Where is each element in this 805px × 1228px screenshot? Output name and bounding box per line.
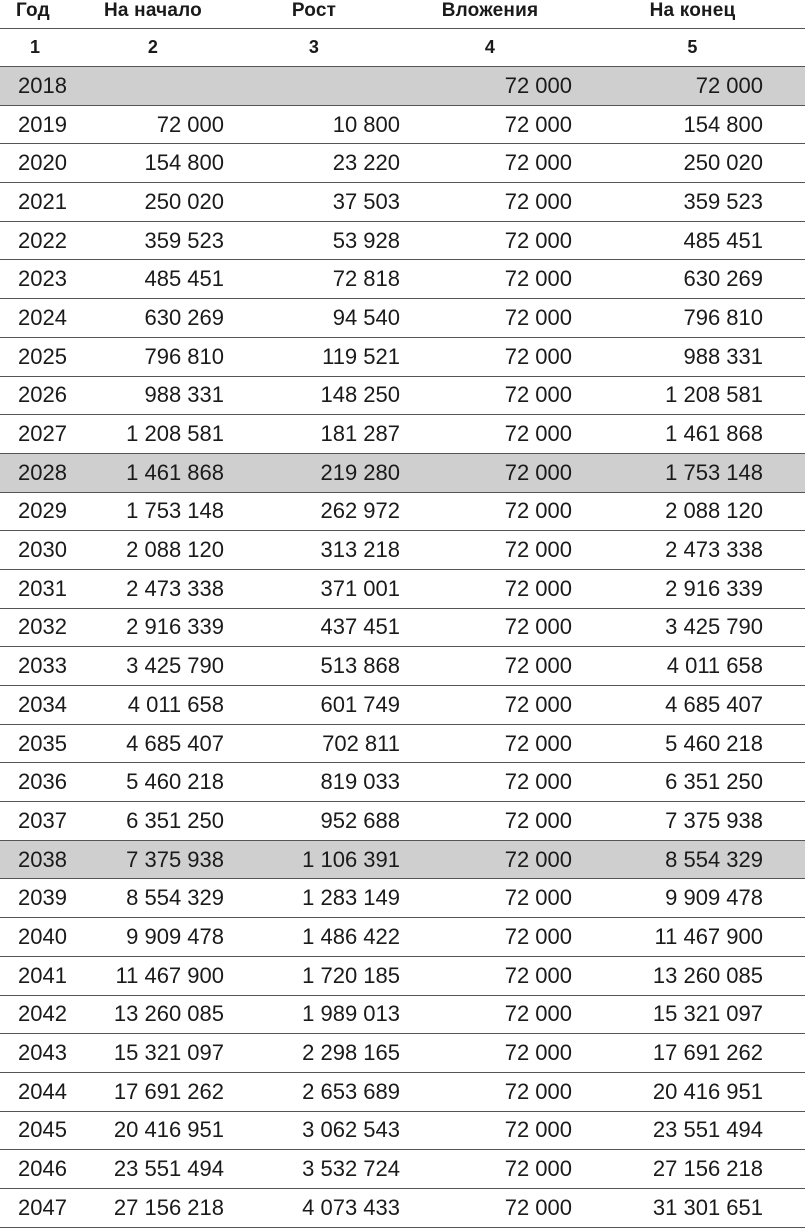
start-balance-cell: 72 000 [78, 105, 228, 144]
end-balance-cell: 15 321 097 [580, 995, 805, 1034]
year-cell: 2045 [0, 1111, 78, 1150]
end-balance-cell: 154 800 [580, 105, 805, 144]
year-cell: 2041 [0, 956, 78, 995]
start-balance-cell: 13 260 085 [78, 995, 228, 1034]
end-balance-cell: 9 909 478 [580, 879, 805, 918]
growth-cell: 3 532 724 [228, 1150, 400, 1189]
start-balance-cell: 11 467 900 [78, 956, 228, 995]
investment-cell: 72 000 [400, 879, 580, 918]
year-cell: 2047 [0, 1188, 78, 1227]
end-balance-cell: 17 691 262 [580, 1034, 805, 1073]
start-balance-cell: 154 800 [78, 144, 228, 183]
start-balance-cell: 17 691 262 [78, 1072, 228, 1111]
year-cell: 2038 [0, 840, 78, 879]
column-number-1: 1 [0, 29, 78, 67]
end-balance-cell: 1 753 148 [580, 453, 805, 492]
year-cell: 2021 [0, 183, 78, 222]
end-balance-cell: 13 260 085 [580, 956, 805, 995]
year-cell: 2034 [0, 686, 78, 725]
start-balance-cell: 3 425 790 [78, 647, 228, 686]
start-balance-cell: 485 451 [78, 260, 228, 299]
investment-cell: 72 000 [400, 67, 580, 106]
end-balance-cell: 988 331 [580, 337, 805, 376]
column-number-3: 3 [228, 29, 400, 67]
table-row [0, 956, 805, 995]
start-balance-cell: 630 269 [78, 299, 228, 338]
growth-cell: 23 220 [228, 144, 400, 183]
table-row [0, 531, 805, 570]
end-balance-cell: 630 269 [580, 260, 805, 299]
end-balance-cell: 20 416 951 [580, 1072, 805, 1111]
growth-cell: 37 503 [228, 183, 400, 222]
end-balance-cell: 72 000 [580, 67, 805, 106]
investment-cell: 72 000 [400, 608, 580, 647]
start-balance-cell: 5 460 218 [78, 763, 228, 802]
end-balance-cell: 1 461 868 [580, 415, 805, 454]
table-row [0, 995, 805, 1034]
growth-cell: 148 250 [228, 376, 400, 415]
start-balance-cell: 796 810 [78, 337, 228, 376]
growth-cell: 10 800 [228, 105, 400, 144]
table-row [0, 105, 805, 144]
investment-cell: 72 000 [400, 221, 580, 260]
end-balance-cell: 31 301 651 [580, 1188, 805, 1227]
investment-cell: 72 000 [400, 724, 580, 763]
start-balance-cell: 8 554 329 [78, 879, 228, 918]
year-cell: 2039 [0, 879, 78, 918]
start-balance-cell: 4 011 658 [78, 686, 228, 725]
start-balance-cell: 2 088 120 [78, 531, 228, 570]
growth-cell: 952 688 [228, 802, 400, 841]
table-row [0, 492, 805, 531]
year-cell: 2040 [0, 918, 78, 957]
investment-cell: 72 000 [400, 686, 580, 725]
end-balance-cell: 3 425 790 [580, 608, 805, 647]
column-number-5: 5 [580, 29, 805, 67]
growth-cell: 219 280 [228, 453, 400, 492]
year-cell: 2024 [0, 299, 78, 338]
growth-cell: 181 287 [228, 415, 400, 454]
investment-cell: 72 000 [400, 531, 580, 570]
growth-cell: 3 062 543 [228, 1111, 400, 1150]
investment-cell: 72 000 [400, 492, 580, 531]
table-row [0, 221, 805, 260]
growth-cell: 1 486 422 [228, 918, 400, 957]
start-balance-cell: 250 020 [78, 183, 228, 222]
end-balance-cell: 6 351 250 [580, 763, 805, 802]
year-cell: 2042 [0, 995, 78, 1034]
start-balance-cell: 7 375 938 [78, 840, 228, 879]
growth-cell: 72 818 [228, 260, 400, 299]
end-balance-cell: 4 011 658 [580, 647, 805, 686]
investment-cell: 72 000 [400, 1111, 580, 1150]
year-cell: 2018 [0, 67, 78, 106]
investment-cell: 72 000 [400, 1150, 580, 1189]
year-cell: 2030 [0, 531, 78, 570]
investment-cell: 72 000 [400, 183, 580, 222]
investment-cell: 72 000 [400, 453, 580, 492]
table-row [0, 569, 805, 608]
start-balance-cell: 9 909 478 [78, 918, 228, 957]
table-row [0, 415, 805, 454]
table-row [0, 67, 805, 106]
table-row [0, 1188, 805, 1227]
table-row [0, 686, 805, 725]
start-balance-cell: 15 321 097 [78, 1034, 228, 1073]
investment-cell: 72 000 [400, 956, 580, 995]
start-balance-cell: 988 331 [78, 376, 228, 415]
start-balance-cell: 4 685 407 [78, 724, 228, 763]
growth-cell: 1 106 391 [228, 840, 400, 879]
growth-cell: 2 298 165 [228, 1034, 400, 1073]
investment-cell: 72 000 [400, 840, 580, 879]
year-cell: 2033 [0, 647, 78, 686]
table-row [0, 763, 805, 802]
table-row [0, 1111, 805, 1150]
year-cell: 2043 [0, 1034, 78, 1073]
end-balance-cell: 4 685 407 [580, 686, 805, 725]
growth-cell: 1 283 149 [228, 879, 400, 918]
table-body [0, 67, 805, 1228]
investment-cell: 72 000 [400, 144, 580, 183]
investment-cell: 72 000 [400, 569, 580, 608]
table-row [0, 299, 805, 338]
end-balance-cell: 359 523 [580, 183, 805, 222]
end-balance-cell: 2 473 338 [580, 531, 805, 570]
table-row [0, 337, 805, 376]
investment-cell: 72 000 [400, 918, 580, 957]
growth-cell: 819 033 [228, 763, 400, 802]
end-balance-cell: 2 916 339 [580, 569, 805, 608]
column-number-4: 4 [400, 29, 580, 67]
header-growth: Рост [291, 0, 337, 21]
table-row [0, 608, 805, 647]
growth-cell: 2 653 689 [228, 1072, 400, 1111]
end-balance-cell: 27 156 218 [580, 1150, 805, 1189]
table-row [0, 453, 805, 492]
end-balance-cell: 5 460 218 [580, 724, 805, 763]
end-balance-cell: 23 551 494 [580, 1111, 805, 1150]
end-balance-cell: 8 554 329 [580, 840, 805, 879]
year-cell: 2028 [0, 453, 78, 492]
table-row [0, 918, 805, 957]
growth-cell: 262 972 [228, 492, 400, 531]
table-row [0, 1150, 805, 1189]
column-titles-row [0, 0, 805, 29]
start-balance-cell: 1 461 868 [78, 453, 228, 492]
table-row [0, 840, 805, 879]
investment-cell: 72 000 [400, 1188, 580, 1227]
growth-cell: 601 749 [228, 686, 400, 725]
investment-cell: 72 000 [400, 337, 580, 376]
end-balance-cell: 250 020 [580, 144, 805, 183]
table-row [0, 376, 805, 415]
table-header [0, 0, 805, 67]
column-numbers-row [0, 29, 805, 67]
investment-cell: 72 000 [400, 802, 580, 841]
year-cell: 2044 [0, 1072, 78, 1111]
year-cell: 2022 [0, 221, 78, 260]
column-number-2: 2 [78, 29, 228, 67]
start-balance-cell: 27 156 218 [78, 1188, 228, 1227]
investment-cell: 72 000 [400, 1034, 580, 1073]
growth-cell: 119 521 [228, 337, 400, 376]
end-balance-cell: 796 810 [580, 299, 805, 338]
growth-cell [228, 67, 400, 106]
growth-cell: 1 989 013 [228, 995, 400, 1034]
growth-cell: 94 540 [228, 299, 400, 338]
table-row [0, 802, 805, 841]
year-cell: 2031 [0, 569, 78, 608]
table-row [0, 1072, 805, 1111]
start-balance-cell: 1 753 148 [78, 492, 228, 531]
year-cell: 2019 [0, 105, 78, 144]
table-row [0, 183, 805, 222]
investment-cell: 72 000 [400, 995, 580, 1034]
investment-cell: 72 000 [400, 299, 580, 338]
end-balance-cell: 1 208 581 [580, 376, 805, 415]
year-cell: 2046 [0, 1150, 78, 1189]
year-cell: 2032 [0, 608, 78, 647]
table-row [0, 647, 805, 686]
growth-cell: 371 001 [228, 569, 400, 608]
investment-cell: 72 000 [400, 415, 580, 454]
investment-cell: 72 000 [400, 376, 580, 415]
investment-cell: 72 000 [400, 260, 580, 299]
table-row [0, 879, 805, 918]
table-row [0, 1034, 805, 1073]
growth-cell: 437 451 [228, 608, 400, 647]
start-balance-cell [78, 67, 228, 106]
year-cell: 2026 [0, 376, 78, 415]
growth-cell: 53 928 [228, 221, 400, 260]
table-row [0, 144, 805, 183]
table-row [0, 260, 805, 299]
investment-cell: 72 000 [400, 1072, 580, 1111]
investment-cell: 72 000 [400, 105, 580, 144]
start-balance-cell: 1 208 581 [78, 415, 228, 454]
year-cell: 2029 [0, 492, 78, 531]
end-balance-cell: 11 467 900 [580, 918, 805, 957]
year-cell: 2035 [0, 724, 78, 763]
start-balance-cell: 6 351 250 [78, 802, 228, 841]
start-balance-cell: 359 523 [78, 221, 228, 260]
growth-cell: 313 218 [228, 531, 400, 570]
investment-cell: 72 000 [400, 647, 580, 686]
year-cell: 2020 [0, 144, 78, 183]
end-balance-cell: 2 088 120 [580, 492, 805, 531]
growth-cell: 1 720 185 [228, 956, 400, 995]
growth-cell: 513 868 [228, 647, 400, 686]
header-start: На начало [104, 0, 202, 21]
growth-cell: 702 811 [228, 724, 400, 763]
end-balance-cell: 7 375 938 [580, 802, 805, 841]
year-cell: 2037 [0, 802, 78, 841]
investment-cell: 72 000 [400, 763, 580, 802]
year-cell: 2025 [0, 337, 78, 376]
start-balance-cell: 2 473 338 [78, 569, 228, 608]
start-balance-cell: 2 916 339 [78, 608, 228, 647]
header-year: Год [16, 0, 50, 21]
year-cell: 2023 [0, 260, 78, 299]
header-end: На конец [649, 0, 736, 21]
year-cell: 2036 [0, 763, 78, 802]
table-row [0, 724, 805, 763]
end-balance-cell: 485 451 [580, 221, 805, 260]
start-balance-cell: 23 551 494 [78, 1150, 228, 1189]
start-balance-cell: 20 416 951 [78, 1111, 228, 1150]
year-cell: 2027 [0, 415, 78, 454]
header-invest: Вложения [441, 0, 539, 21]
growth-cell: 4 073 433 [228, 1188, 400, 1227]
